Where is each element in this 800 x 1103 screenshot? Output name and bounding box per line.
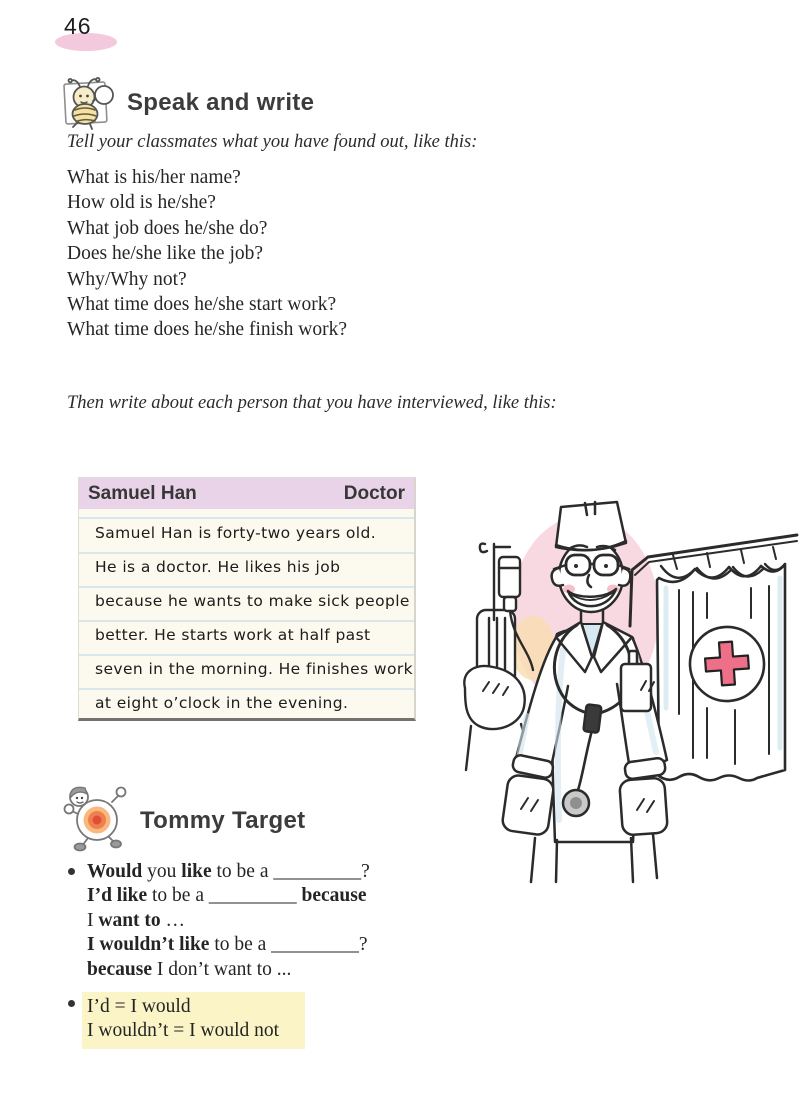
question-line: What time does he/she start work? [67, 294, 337, 316]
text: you [142, 861, 182, 882]
interview-example-card [78, 477, 416, 721]
bold-text: because [87, 958, 152, 980]
bullet-dot [68, 1000, 75, 1007]
write-intro-text: Then write about each person that you have interviewed, like this: [67, 393, 557, 413]
card-person-job: Doctor [343, 482, 405, 504]
handwritten-line: because he wants to make sick people [95, 592, 410, 610]
text: I don’t want to ... [152, 958, 292, 980]
tommy-target-list [66, 860, 446, 1049]
prompt-lines [87, 860, 446, 982]
bold-text: I wouldn’t like [87, 934, 210, 956]
text: I [87, 909, 99, 931]
prompt-line [87, 909, 446, 933]
note-line: I’d = I would [87, 996, 191, 1018]
question-list [67, 165, 347, 343]
text: to be a _________? [211, 861, 370, 882]
question-line: How old is he/she? [67, 192, 216, 214]
question-line: What time does he/she finish work? [67, 319, 347, 341]
card-handwritten-text [79, 509, 414, 714]
target-character-icon [62, 782, 132, 852]
page-number: 46 [64, 13, 92, 39]
text: to be a _________? [209, 934, 368, 956]
prompt-line [87, 884, 446, 908]
question-line: Does he/she like the job? [67, 243, 264, 265]
bullet-dot [68, 868, 75, 875]
bee-speech-icon [58, 74, 118, 132]
card-person-name: Samuel Han [88, 482, 197, 504]
bold-text: I’d like [87, 885, 148, 907]
prompt-line [87, 933, 446, 957]
prompt-bullet-item [66, 860, 446, 982]
handwritten-line: at eight o’clock in the evening. [95, 694, 349, 712]
handwritten-line: seven in the morning. He finishes work [95, 660, 413, 678]
question-line: What is his/her name? [67, 167, 241, 188]
section-title-speak-and-write: Speak and write [127, 89, 315, 116]
text: … [160, 909, 186, 931]
section-title-tommy-target: Tommy Target [140, 807, 306, 834]
question-line: What job does he/she do? [67, 217, 268, 239]
bold-text: like [181, 861, 212, 882]
handwritten-line: He is a doctor. He likes his job [95, 558, 341, 576]
question-line: Why/Why not? [67, 268, 187, 290]
text: to be a _________ [147, 885, 302, 907]
handwritten-line: better. He starts work at half past [95, 626, 371, 644]
highlighted-note [82, 992, 305, 1049]
bold-text: want to [98, 909, 161, 931]
prompt-line [87, 958, 446, 982]
note-bullet-item [66, 992, 446, 1049]
speak-intro-text: Tell your classmates what you have found out, like this: [67, 132, 478, 152]
bold-text: Would [87, 861, 143, 882]
card-header [79, 478, 414, 509]
note-line: I wouldn’t = I would not [87, 1020, 280, 1042]
handwritten-line: Samuel Han is forty-two years old. [95, 524, 377, 542]
prompt-line [87, 860, 446, 884]
doctor-illustration [435, 458, 800, 886]
bold-text: because [301, 885, 367, 907]
